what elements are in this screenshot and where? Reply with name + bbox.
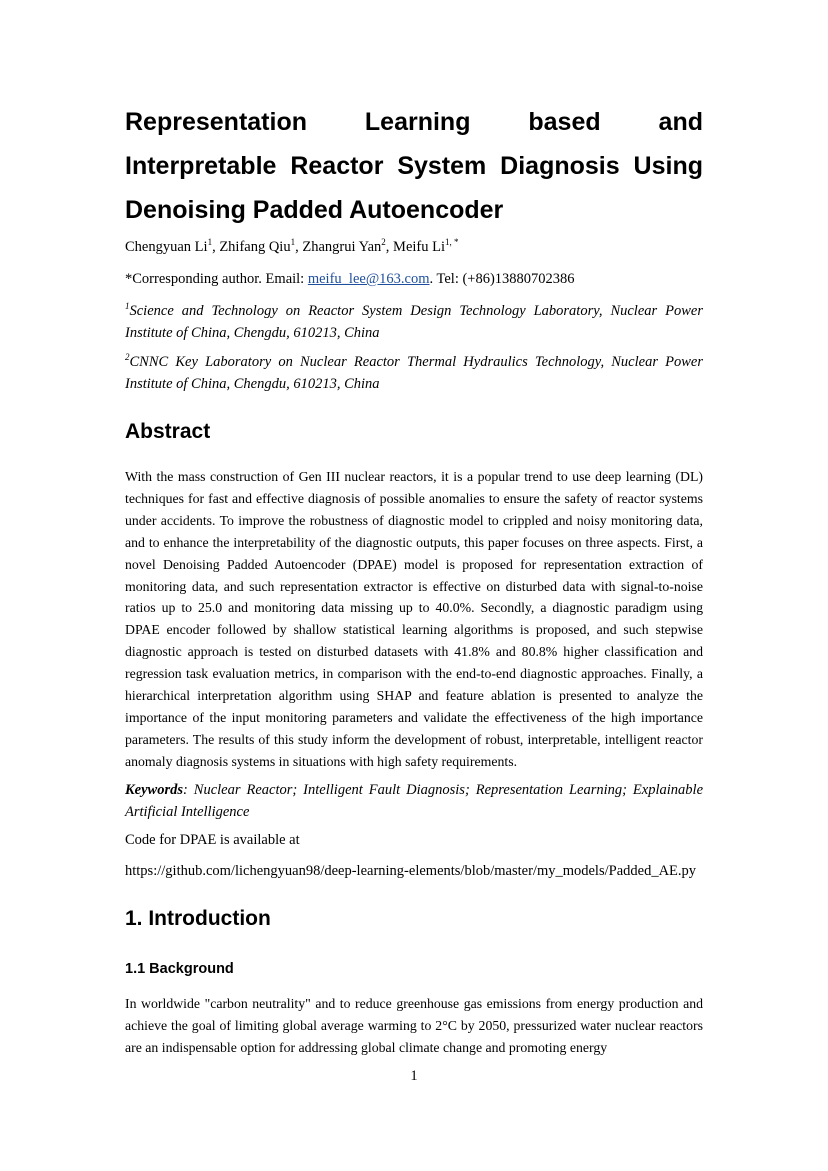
code-availability: Code for DPAE is available at (125, 832, 300, 848)
affiliation-1 (125, 300, 703, 344)
author-separator: , (295, 239, 303, 255)
author-name: Zhifang Qiu (219, 239, 291, 255)
subsection-heading-background: 1.1 Background (125, 961, 234, 977)
author-affiliation-mark: 1 (290, 237, 296, 248)
code-url[interactable]: https://github.com/lichengyuan98/deep-learning-elements/blob/master/my_models/Padded_AE.py (125, 863, 697, 879)
affiliation-text: Science and Technology on Reactor System Design Technology Laboratory, Nuclear Power Institute of China, Chengdu, 610213, China (125, 303, 703, 341)
email-link[interactable]: meifu_lee@163.com (307, 271, 430, 287)
affiliation-mark: 2 (125, 352, 130, 363)
section-heading-introduction: 1. Introduction (125, 907, 271, 930)
author-separator: , (212, 239, 220, 255)
corresponding-prefix: *Corresponding author. Email: (125, 271, 308, 287)
affiliation-2 (125, 351, 703, 395)
author-affiliation-mark: 1, * (445, 237, 459, 248)
keywords-label: Keywords (125, 782, 183, 798)
keywords (125, 779, 703, 823)
author-affiliation-mark: 1 (207, 237, 213, 248)
corresponding-author (125, 271, 575, 288)
author-list (125, 239, 459, 256)
abstract-heading: Abstract (125, 420, 211, 443)
author-name: Zhangrui Yan (302, 239, 382, 255)
paper-title: Representation Learning based and Interpretable Reactor System Diagnosis Using Denoising Padded Autoencoder (125, 108, 703, 224)
corresponding-suffix: . Tel: (+86)13880702386 (429, 271, 575, 287)
abstract-text: With the mass construction of Gen III nuclear reactors, it is a popular trend to use deep learning (DL) techniques for fast and effective diagnosis of possible anomalies to ensure the safety of reactor systems under accidents. To improve the robustness of diagnostic model to crippled and noisy monitoring data, and to enhance the interpretability of the diagnostic outputs, this paper focuses on three aspects. First, a novel Denoising Padded Autoencoder (DPAE) model is proposed for representation extraction of monitoring data, and such representation extractor is effective on disturbed data with signal-to-noise ratios up to 25.0 and monitoring data missing up to 40.0%. Secondly, a diagnostic paradigm using DPAE encoder followed by shallow statistical learning algorithms is proposed, and such stepwise diagnostic approach is tested on disturbed datasets with 41.8% and 80.8% higher classification and regression task evaluation metrics, in comparison with the end-to-end diagnostic approaches. Finally, a hierarchical interpretation algorithm using SHAP and feature ablation is presented to analyze the importance of the input monitoring parameters and validate the effectiveness of the high importance parameters. The results of this study inform the development of robust, interpretable, intelligent reactor anomaly diagnosis systems in situations with high safety requirements. (125, 469, 703, 769)
introduction-paragraph: In worldwide "carbon neutrality" and to reduce greenhouse gas emissions from energy production and achieve the goal of limiting global average warming to 2°C by 2050, pressurized water nuclear reactors are an indispensable option for addressing global climate change and promoting energy (125, 996, 703, 1055)
author-name: Meifu Li (393, 239, 445, 255)
author-separator: , (385, 239, 394, 255)
affiliation-mark: 1 (125, 301, 130, 312)
author-affiliation-mark: 2 (381, 237, 386, 248)
keywords-list: : Nuclear Reactor; Intelligent Fault Diagnosis; Representation Learning; Explainable Artificial Intelligence (125, 782, 703, 820)
page-number: 1 (410, 1068, 418, 1084)
author-name: Chengyuan Li (125, 239, 208, 255)
affiliation-text: CNNC Key Laboratory on Nuclear Reactor Thermal Hydraulics Technology, Nuclear Power Institute of China, Chengdu, 610213, China (125, 354, 703, 392)
